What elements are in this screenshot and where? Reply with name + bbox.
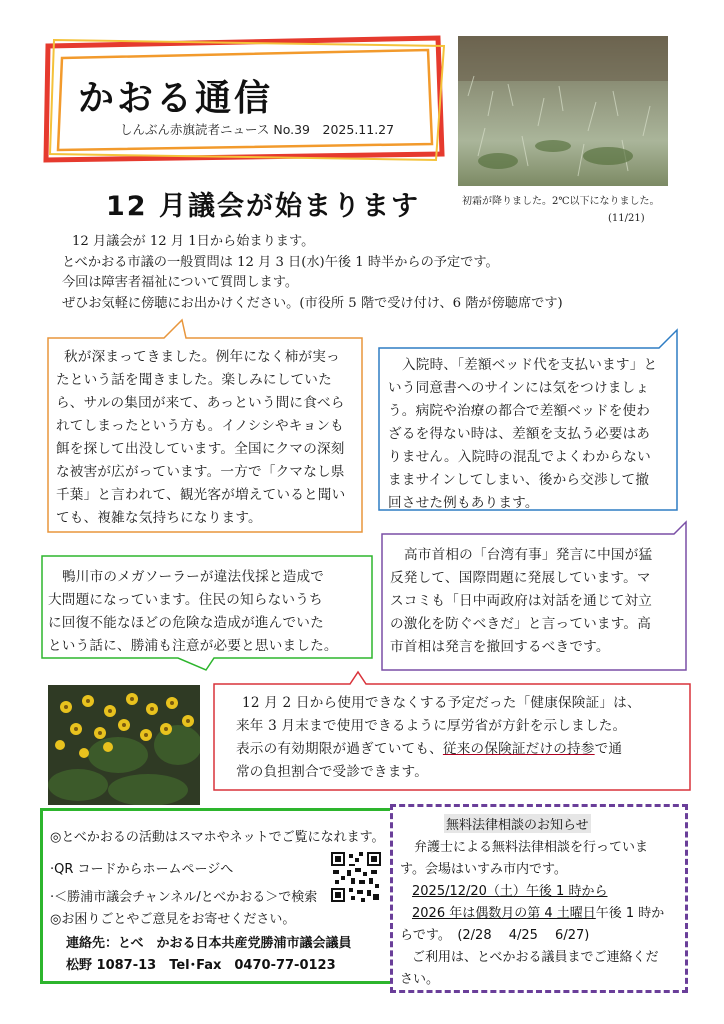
text-line: な被害が広がっています。一方で「クマなし県 (56, 464, 345, 480)
text-line: スコミも「日中両政府は対話を通じて対立 (390, 593, 653, 609)
photo-caption: 初霜が降りました。2℃以下になりました。 (462, 196, 660, 207)
taiwan-text (390, 544, 652, 659)
legal-line (412, 902, 664, 921)
text-line: れてしまったという方も。イノシシやキョンも (56, 418, 344, 434)
intro-paragraph (62, 232, 563, 314)
text-segment: 表示の有効期限が過ぎていても、 (236, 741, 443, 757)
text-line: 来年 3 月末まで使用できるように厚労省が方針を示しました。 (236, 718, 627, 734)
headline: 12 月議会が始まります (106, 191, 420, 222)
text-line: 秋が深まってきました。例年になく柿が実っ (64, 349, 340, 365)
legal-date: 2025/12/20（土）午後 1 時から (412, 884, 608, 899)
search-instruction: ·＜勝浦市議会チャンネル/とべかおる＞で検索 (50, 890, 318, 905)
text-line: 市首相は発言を撤回するべきです。 (390, 639, 610, 655)
text-line: いう同意書へのサインには気をつけましょ (388, 380, 650, 396)
text-segment: 午後 1 時か (595, 906, 665, 921)
text-line: に回復不能なほどの危険な造成が進んでいた (48, 615, 324, 631)
intro-line: 今回は障害者福祉について質問します。 (62, 275, 299, 291)
text-line: の激化を防ぐべきだ」と言っています。高 (390, 616, 651, 632)
persimmon-text (56, 346, 345, 530)
text-line: 12 月 2 日から使用できなくする予定だった「健康保険証」は、 (242, 695, 641, 711)
insurance-text (236, 692, 641, 784)
text-line: う。病院や治療の都合で差額ベッドを使わ (388, 403, 651, 419)
text-line: 鴨川市のメガソーラーが違法伐採と造成で (62, 569, 325, 585)
legal-schedule: 2026 年は偶数月の第 4 土曜日 (412, 906, 596, 921)
contact-line: ◎お困りごとやご意見をお寄せください。 (50, 912, 296, 927)
frost-grass-photo (458, 36, 668, 186)
qr-code-icon[interactable] (331, 852, 381, 902)
contact-name: 連絡先：とべ かおる日本共産党勝浦市議会議員 (66, 936, 352, 951)
text-line: という話に、勝浦も注意が必要と思いました。 (48, 638, 338, 654)
text-line: 常の負担割合で受診できます。 (236, 764, 429, 780)
text-line: 千葉」と言われて、観光客が増えていると聞い (56, 487, 346, 503)
text-line: たという話を聞きました。楽しみにしていた (56, 372, 332, 388)
text-line (236, 738, 641, 761)
photo-date: (11/21) (608, 213, 645, 224)
masthead-subtitle: しんぶん赤旗読者ニュース No.39 2025.11.27 (120, 122, 395, 137)
text-line: りません。入院時の混乱でよくわからない (388, 449, 651, 465)
text-line: ら、サルの集団が来て、あっという間に食べら (56, 395, 345, 411)
text-line: 大問題になっています。住民の知らないうち (48, 592, 323, 608)
intro-line: ぜひお気軽に傍聴にお出かけください。(市役所 5 階で受け付け、6 階が傍聴席です) (62, 295, 563, 311)
text-line: ても、複雑な気持ちになります。 (56, 510, 262, 526)
contact-phone: 松野 1087-13 Tel･Fax 0470-77-0123 (66, 958, 336, 973)
qr-instruction: ·QR コードからホームページへ (50, 862, 234, 877)
text-line: ままサインしてしまい、後から交渉して撤 (388, 472, 650, 488)
underlined-phrase: 従来の保険証だけの持参 (442, 741, 595, 757)
legal-line: 弁護士による無料法律相談を行っていま (414, 840, 649, 855)
legal-line: す。会場はいすみ市内です。 (400, 862, 567, 877)
text-line: 餌を探して出没しています。全国にクマの深刻 (56, 441, 345, 457)
intro-line: 12 月議会が 12 月 1日から始まります。 (72, 234, 315, 249)
text-line: 回させた例もあります。 (388, 495, 539, 511)
hospital-text (388, 354, 657, 515)
text-line: 反発して、国際問題に発展しています。マ (390, 570, 651, 586)
intro-line: とべかおる市議の一般質問は 12 月 3 日(水)午後 1 時半からの予定です。 (62, 254, 499, 270)
legal-line: さい。 (400, 972, 440, 987)
legal-title: 無料法律相談のお知らせ (444, 814, 591, 833)
legal-line: ご利用は、とべかおる議員までご連絡くだ (412, 950, 659, 965)
text-segment: で通 (594, 741, 623, 757)
text-line: ざるを得ない時は、差額を支払う必要はあ (388, 426, 651, 442)
text-line: 高市首相の「台湾有事」発言に中国が猛 (404, 547, 653, 563)
solar-text (48, 566, 338, 658)
yellow-flowers-photo (48, 685, 200, 805)
legal-line: らです。 (2/28 4/25 6/27) (400, 928, 590, 943)
masthead-title: かおる通信 (78, 78, 274, 119)
text-line: 入院時、「差額ベッド代を支払います」と (402, 357, 658, 373)
contact-line: ◎とべかおるの活動はスマホやネットでご覧になれます。 (50, 830, 385, 845)
